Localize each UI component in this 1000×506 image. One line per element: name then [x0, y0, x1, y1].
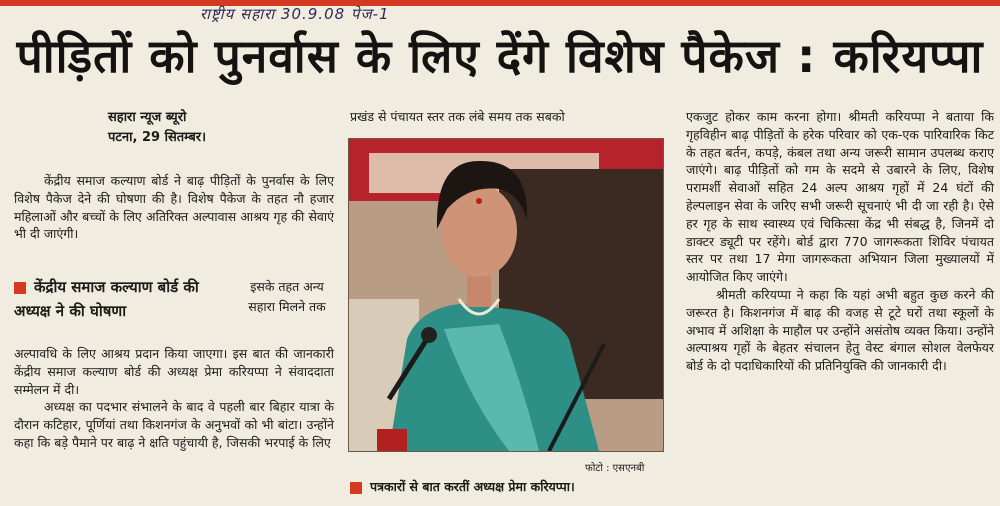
side-text: इसके तहत अन्य सहारा मिलने तक	[248, 279, 326, 314]
paragraph: अध्यक्ष का पदभार संभालने के बाद वे पहली बार बिहार यात्रा के दौरान कटिहार, पूर्णियां तथा किशनगंज के अनुभवों को भी बांटा। उन्होंने कहा कि बड़े पैमाने पर बाढ़ ने क्षति पहुंचायी है, जिसकी भरपाई के लिए	[14, 399, 334, 450]
caption-text: पत्रकारों से बात करतीं अध्यक्ष प्रेमा करियप्पा।	[370, 479, 575, 494]
top-color-band	[0, 0, 1000, 6]
red-bullet-icon	[14, 282, 26, 294]
press-photo	[348, 138, 664, 452]
photo-caption	[350, 478, 575, 495]
photo-credit: फोटो : एसएनबी	[585, 463, 645, 474]
subhead-block	[14, 275, 334, 345]
byline	[108, 108, 206, 148]
red-bullet-icon	[350, 482, 362, 494]
column-2-top-line: प्रखंड से पंचायत स्तर तक लंबे समय तक सबको	[350, 109, 565, 124]
column-1-para-1	[14, 172, 334, 243]
paragraph: अल्पावधि के लिए आश्रय प्रदान किया जाएगा। इस बात की जानकारी केंद्रीय समाज कल्याण बोर्ड की अध्यक्ष प्रेमा करियप्पा ने संवाददाता सम्मेलन में दी।	[14, 346, 334, 397]
paragraph: एकजुट होकर काम करना होगा। श्रीमती करियप्पा ने बताया कि गृहविहीन बाढ़ पीड़ितों के हरेक परिवार को एक-एक पारिवारिक किट के तहत बर्तन, कपड़े, कंबल तथा अन्य जरूरी सामान उपलब्ध कराए जाएंगे। बाढ़ पीड़ितों को गम के सदमे से उबारने के लिए, विशेष परामर्शी सेवाओं सहित 24 अल्प आश्रय गृहों में 24 घंटों की हेल्पलाइन सेवा के जरिए सभी जरूरी सूचनाएं भी दी जा रही है। ऐसे हर गृह के साथ स्वास्थ्य एवं चिकित्सा केंद्र भी संबद्ध है, जिनमें दो डाक्टर ड्यूटी पर रहेंगे। बोर्ड द्वारा 770 जागरूकता शिविर पंचायत स्तर पर तथा 17 मेगा जागरूकता अभियान जिला मुख्यालयों में आयोजित किए जाएंगे।	[686, 109, 994, 285]
column-3	[686, 108, 994, 375]
column-1-continued	[14, 345, 334, 452]
handwritten-note: राष्ट्रीय सहारा 30.9.08 पेज-1	[200, 5, 390, 23]
byline-agency: सहारा न्यूज ब्यूरो	[108, 110, 187, 125]
headline: पीड़ितों को पुनर्वास के लिए देंगे विशेष पैकेज : करियप्पा	[16, 29, 984, 83]
photo-illustration	[349, 139, 663, 451]
byline-dateline: पटना, 29 सितम्बर।	[108, 130, 207, 145]
paragraph: श्रीमती करियप्पा ने कहा कि यहां अभी बहुत कुछ करने की जरूरत है। किशनगंज में बाढ़ की वजह से टूटे घरों तथा स्कूलों के अभाव में अशिक्षा के माहौल पर उन्होंने असंतोष व्यक्त किया। उन्होंने अल्पाश्रय गृहों के बेहतर संचालन हेतु वेस्ट बंगाल सोशल वेलफेयर बोर्ड के दो पदाधिकारियों की प्रतिनियुक्ति की जानकारी दी।	[686, 286, 994, 374]
subheading	[14, 275, 236, 323]
paragraph: केंद्रीय समाज कल्याण बोर्ड ने बाढ़ पीड़ितों के पुनर्वास के लिए विशेष पैकेज देने की घोषणा की है। विशेष पैकेज के तहत नौ हजार महिलाओं और बच्चों के लिए अतिरिक्त अल्पावास आश्रय गृह की सेवाएं भी दी जाएंगी।	[14, 173, 334, 242]
subheading-text: केंद्रीय समाज कल्याण बोर्ड की अध्यक्ष ने की घोषणा	[14, 278, 199, 320]
